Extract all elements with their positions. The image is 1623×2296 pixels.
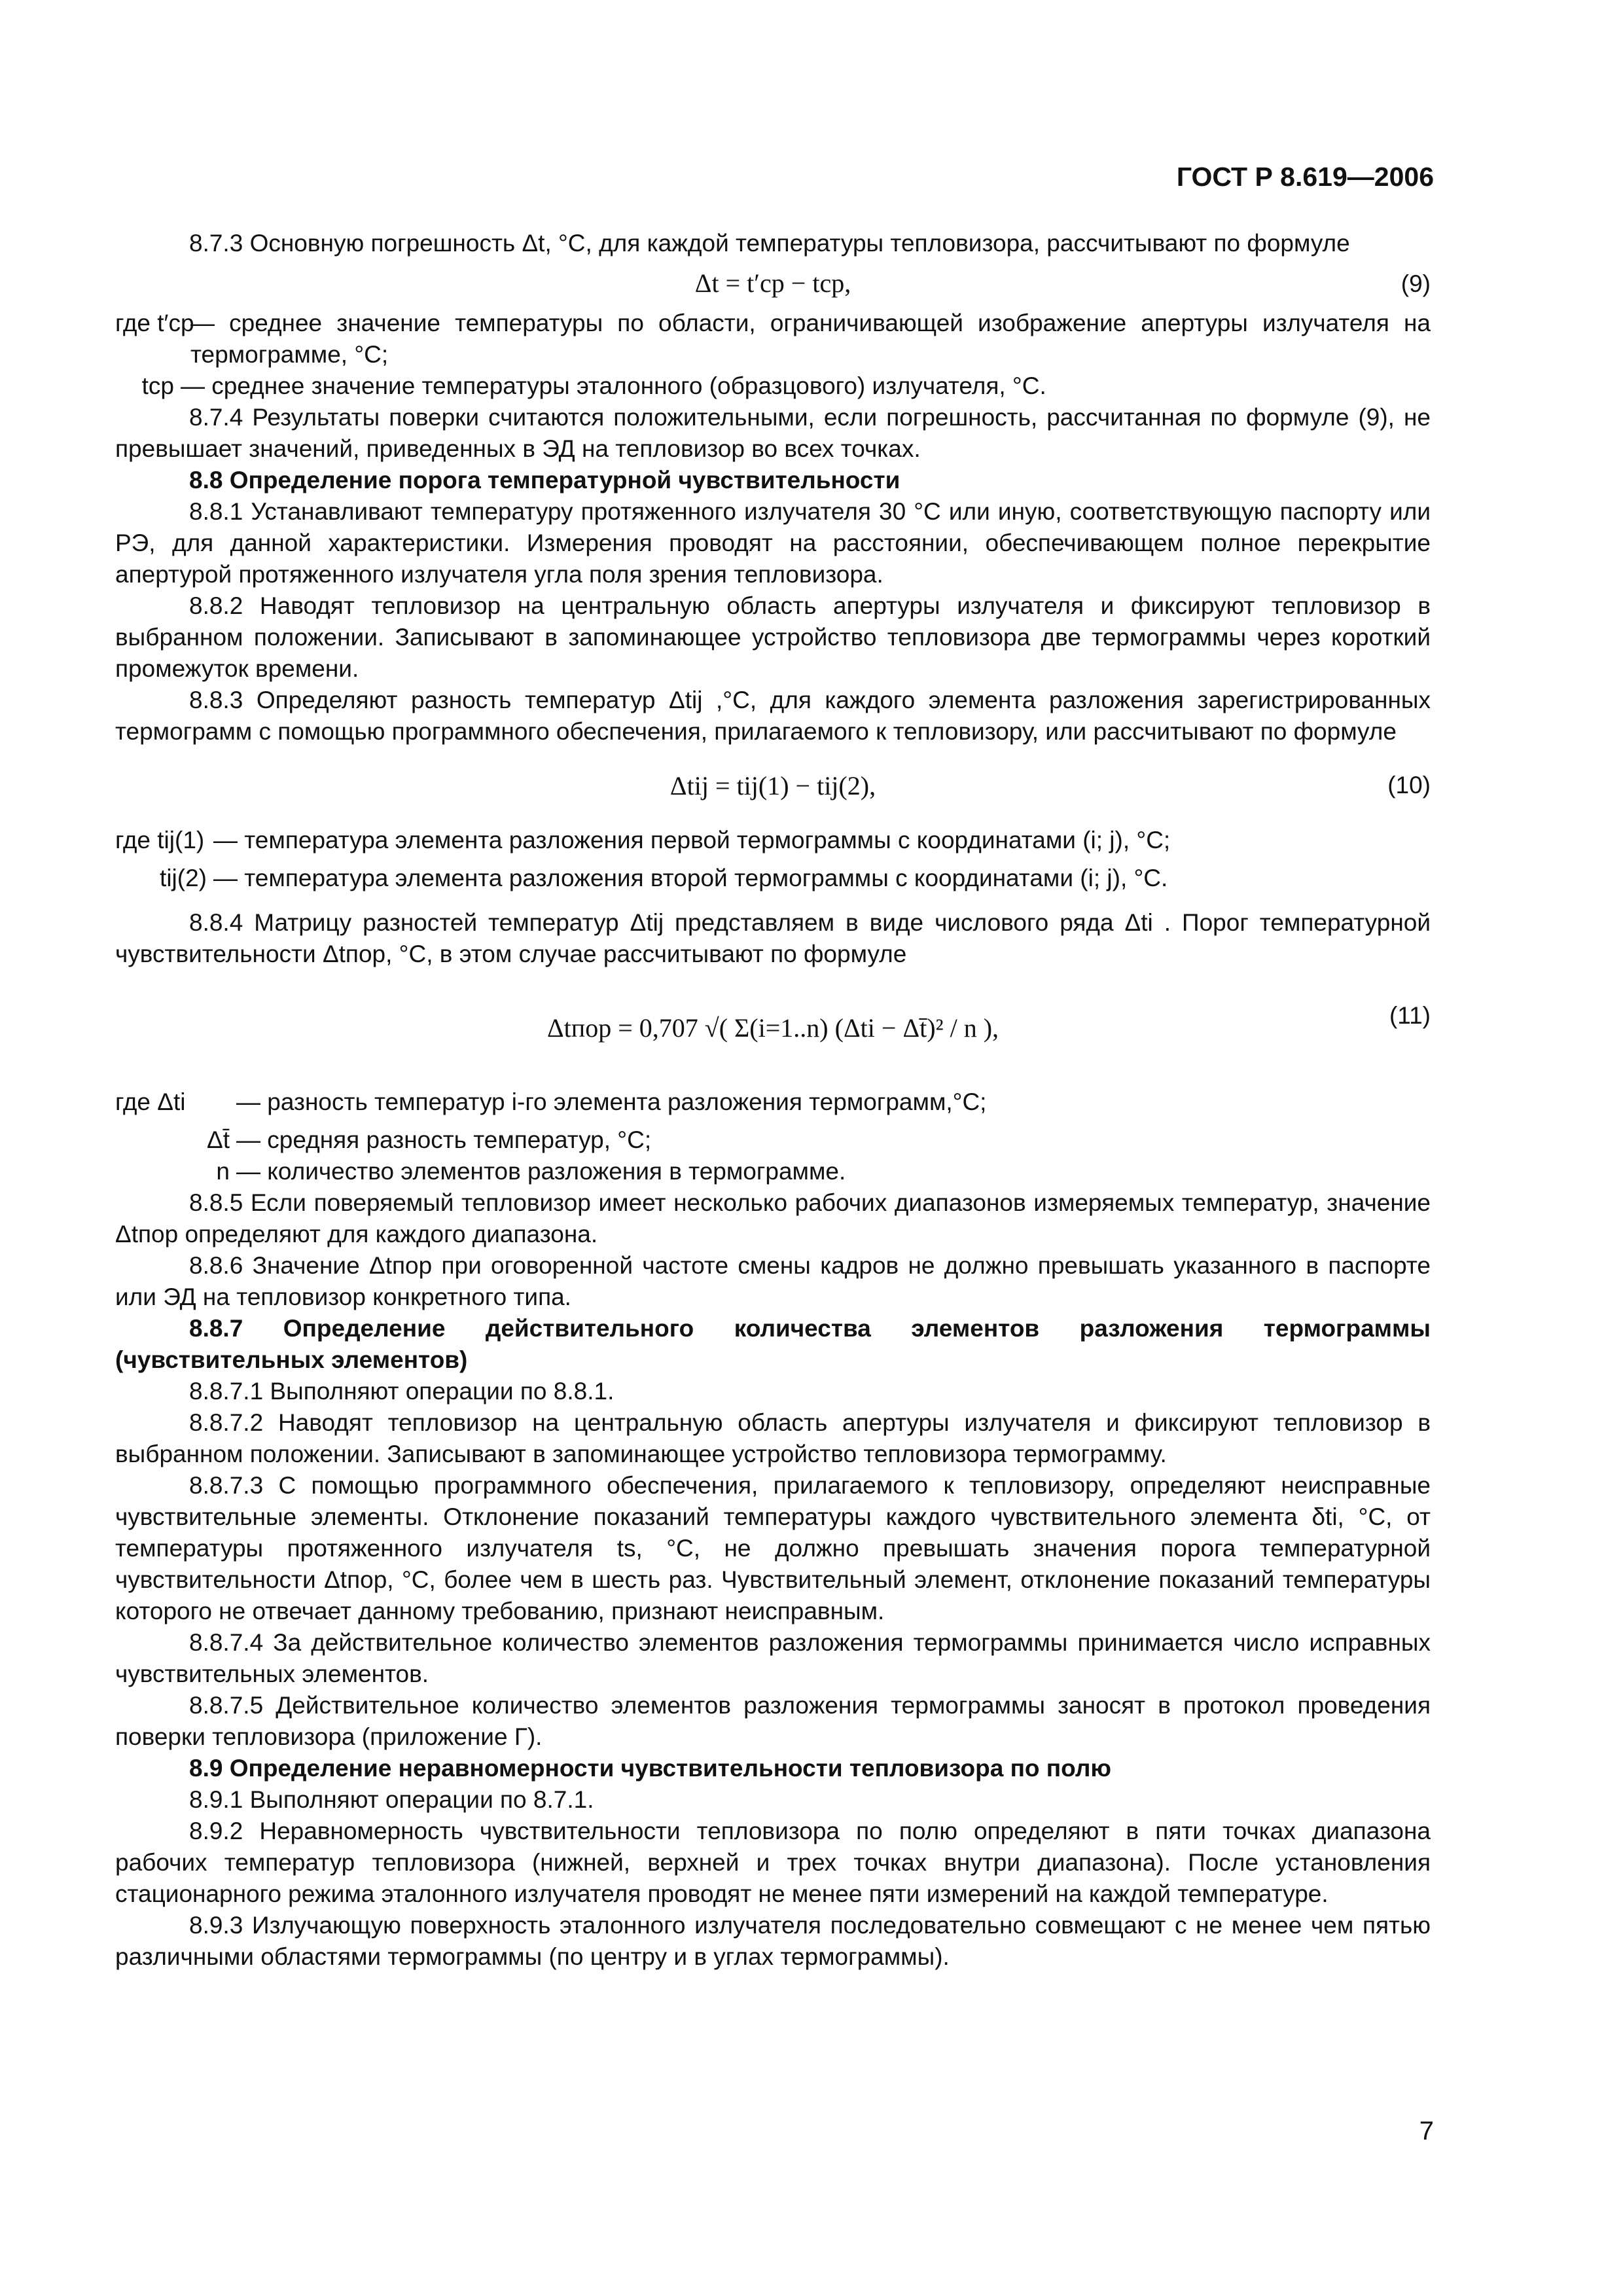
clause-8-8-2: 8.8.2 Наводят тепловизор на центральную область апертуры излучателя и фиксируют тепловизор в выбранном положении. Записывают в запоминающее устройство тепловизора две термограммы через короткий промежуток времени. [115,592,1431,682]
definition-symbol: n [216,1158,230,1185]
clause-8-7-3: 8.7.3 Основную погрешность Δt, °С, для каждой температуры тепловизора, рассчитывают по формуле [189,230,1350,257]
definition-row [115,1156,1431,1187]
definition-symbol: tij(2) [160,865,207,891]
definition-text: — температура элемента разложения первой термограммы с координатами (i; j), °С; [213,827,1171,853]
clause-8-9-2: 8.9.2 Неравномерность чувствительности тепловизора по полю определяют в пяти точках диапазона рабочих температур тепловизора (нижней, верхней и трех точках внутри диапазона). После установления стационарного режима эталонного излучателя проводят не менее пяти измерений на каждой температуре. [115,1818,1431,1907]
formula-11 [115,970,1431,1086]
clause-8-8-4: 8.8.4 Матрицу разностей температур Δtij представляем в виде числового ряда Δti . Порог температурной чувствительности Δtпор, °С, в этом случае рассчитывают по формуле [115,909,1431,967]
definition-row [115,1124,1431,1156]
formula-11-definitions [115,1086,1431,1187]
clause-8-9-1: 8.9.1 Выполняют операции по 8.7.1. [189,1786,594,1813]
definition-text: — средняя разность температур, °С; [236,1126,652,1153]
heading-8-8-7: 8.8.7 Определение действительного количества элементов разложения термограммы (чувствительных элементов) [115,1315,1431,1373]
formula-10 [115,747,1431,825]
definition-text: — температура элемента разложения второй термограммы с координатами (i; j), °С. [213,865,1168,891]
clause-8-8-3: 8.8.3 Определяют разность температур Δtij ,°С, для каждого элемента разложения зарегистрированных термограмм с помощью программного обеспечения, прилагаемого к тепловизору, или рассчитывают по формуле [115,687,1431,745]
definition-row [115,1086,1431,1118]
clause-8-8-6: 8.8.6 Значение Δtпор при оговоренной частоте смены кадров не должно превышать указанного в паспорте или ЭД на тепловизор конкретного типа. [115,1252,1431,1310]
formula-9-definitions [115,308,1431,402]
definition-row [115,825,1431,856]
clause-8-8-1: 8.8.1 Устанавливают температуру протяженного излучателя 30 °С или иную, соответствующую паспорту или РЭ, для данной характеристики. Измерения проводят на расстоянии, обеспечивающем полное перекрытие апертурой протяженного излучателя угла поля зрения тепловизора. [115,498,1431,588]
definition-symbol: где Δti [115,1088,186,1115]
definition-symbol: Δt̄ [207,1126,230,1153]
clause-8-8-7-1: 8.8.7.1 Выполняют операции по 8.8.1. [189,1378,615,1405]
clause-8-8-7-5: 8.8.7.5 Действительное количество элементов разложения термограммы заносят в протокол проведения поверки тепловизора (приложение Г). [115,1692,1431,1750]
page-number: 7 [1419,2117,1434,2145]
clause-8-8-5: 8.8.5 Если поверяемый тепловизор имеет несколько рабочих диапазонов измеряемых температур, значение Δtпор определяют для каждого диапазона. [115,1189,1431,1247]
definition-symbol: где tij(1) [115,827,205,853]
definition-row [115,370,1431,402]
formula-11-expression: Δtпор = 0,707 √( Σ(i=1..n) (Δti − Δt̄)² / n ), [546,1013,999,1043]
clause-8-9-3: 8.9.3 Излучающую поверхность эталонного излучателя последовательно совмещают с не менее чем пятью различными областями термограммы (по центру и в углах термограммы). [115,1912,1431,1970]
formula-9 [115,259,1431,308]
definition-text: — среднее значение температуры эталонного (образцового) излучателя, °С. [181,372,1046,399]
definition-text: — количество элементов разложения в термограмме. [236,1158,846,1185]
formula-10-number: (10) [1387,772,1431,798]
definition-text: — разность температур i-го элемента разложения термограмм,°С; [236,1088,987,1115]
clause-8-8-7-3: 8.8.7.3 С помощью программного обеспечения, прилагаемого к тепловизору, определяют неисправные чувствительные элементы. Отклонение показаний температуры каждого чувствительного элемента δti, °С, от температуры протяженного излучателя ts, °С, не должно превышать значения порога температурной чувствительности Δtпор, °С, более чем в шесть раз. Чувствительный элемент, отклонение показаний температуры которого не отвечает данному требованию, признают неисправным. [115,1472,1431,1624]
definition-row [115,863,1431,894]
heading-8-8: 8.8 Определение порога температурной чувствительности [189,467,901,493]
clause-8-7-4: 8.7.4 Результаты поверки считаются положительными, если погрешность, рассчитанная по формуле (9), не превышает значений, приведенных в ЭД на тепловизор во всех точках. [115,404,1431,462]
document-body [115,228,1431,1973]
clause-8-8-7-2: 8.8.7.2 Наводят тепловизор на центральную область апертуры излучателя и фиксируют тепловизор в выбранном положении. Записывают в запоминающее устройство тепловизора термограмму. [115,1409,1431,1467]
definition-row [115,308,1431,370]
definition-symbol: tср [141,372,174,399]
formula-9-expression: Δt = t′ср − tср, [694,268,851,298]
formula-10-definitions [115,825,1431,894]
clause-8-8-7-4: 8.8.7.4 За действительное количество элементов разложения термограммы принимается число исправных чувствительных элементов. [115,1629,1431,1687]
definition-symbol: где t′ср [115,310,194,336]
formula-10-expression: Δtij = tij(1) − tij(2), [669,771,876,800]
formula-11-number: (11) [1389,1002,1431,1029]
formula-9-number: (9) [1400,270,1431,297]
heading-8-9: 8.9 Определение неравномерности чувствительности тепловизора по полю [189,1755,1111,1782]
definition-text: — среднее значение температуры по области, ограничивающей изображение апертуры излучателя на термограмме, °С; [190,310,1431,368]
standard-designation: ГОСТ Р 8.619—2006 [1176,162,1434,192]
